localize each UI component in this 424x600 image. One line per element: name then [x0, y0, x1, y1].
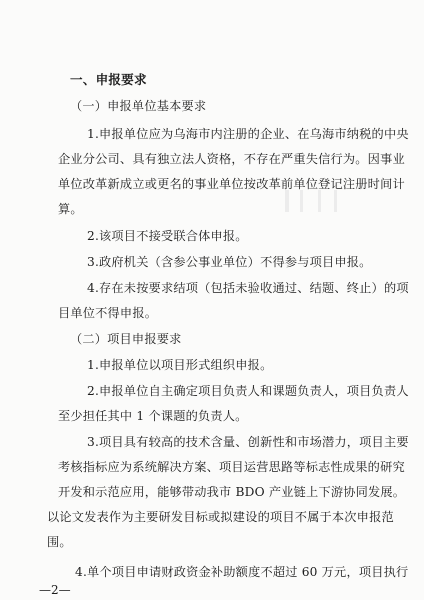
- paragraph-line: 单位改革新成立或更名的事业单位按改革前单位登记注册时间计: [58, 177, 405, 191]
- scan-artifact: [334, 190, 337, 212]
- paragraph-line: 至少担任其中 1 个课题的负责人。: [58, 409, 248, 423]
- subsection-title: （一）申报单位基本要求: [70, 99, 207, 113]
- paragraph-line: 3.政府机关（含参公事业单位）不得参与项目申报。: [87, 255, 372, 269]
- paragraph-line: 目单位不得申报。: [58, 306, 158, 320]
- paragraph-line: 企业分公司、具有独立法人资格，不存在严重失信行为。因事业: [58, 152, 405, 166]
- paragraph-line: 1.申报单位以项目形式组织申报。: [87, 358, 273, 372]
- paragraph-line: 考核指标应为系统解决方案、项目运营思路等标志性成果的研究: [58, 460, 405, 474]
- subsection-title: （二）项目申报要求: [70, 332, 182, 346]
- paragraph-line: 4.单个项目申请财政资金补助额度不超过 60 万元，项目执行: [75, 565, 409, 579]
- paragraph-line: 2.该项目不接受联合体申报。: [87, 229, 248, 243]
- paragraph-line: 算。: [58, 202, 83, 216]
- page-number: —2—: [39, 583, 71, 597]
- paragraph-line: 3.项目具有较高的技术含量、创新性和市场潜力，项目主要: [87, 435, 409, 449]
- paragraph-line: 4.存在未按要求结项（包括未验收通过、结题、终止）的项: [87, 281, 409, 295]
- paragraph-line: 2.申报单位自主确定项目负责人和课题负责人，项目负责人: [87, 384, 409, 398]
- scan-artifact: [300, 190, 303, 212]
- scan-artifact: [285, 190, 289, 212]
- paragraph-line: 以论文发表作为主要研发目标或拟建设的项目不属于本次申报范: [47, 510, 394, 524]
- paragraph-line: 1.申报单位应为乌海市内注册的企业、在乌海市纳税的中央: [87, 127, 409, 141]
- section-title: 一、申报要求: [70, 72, 147, 87]
- paragraph-line: 围。: [47, 535, 72, 549]
- scan-artifact: [318, 190, 321, 212]
- paragraph-line: 开发和示范应用，能够带动我市 BDO 产业链上下游协同发展。: [58, 485, 406, 499]
